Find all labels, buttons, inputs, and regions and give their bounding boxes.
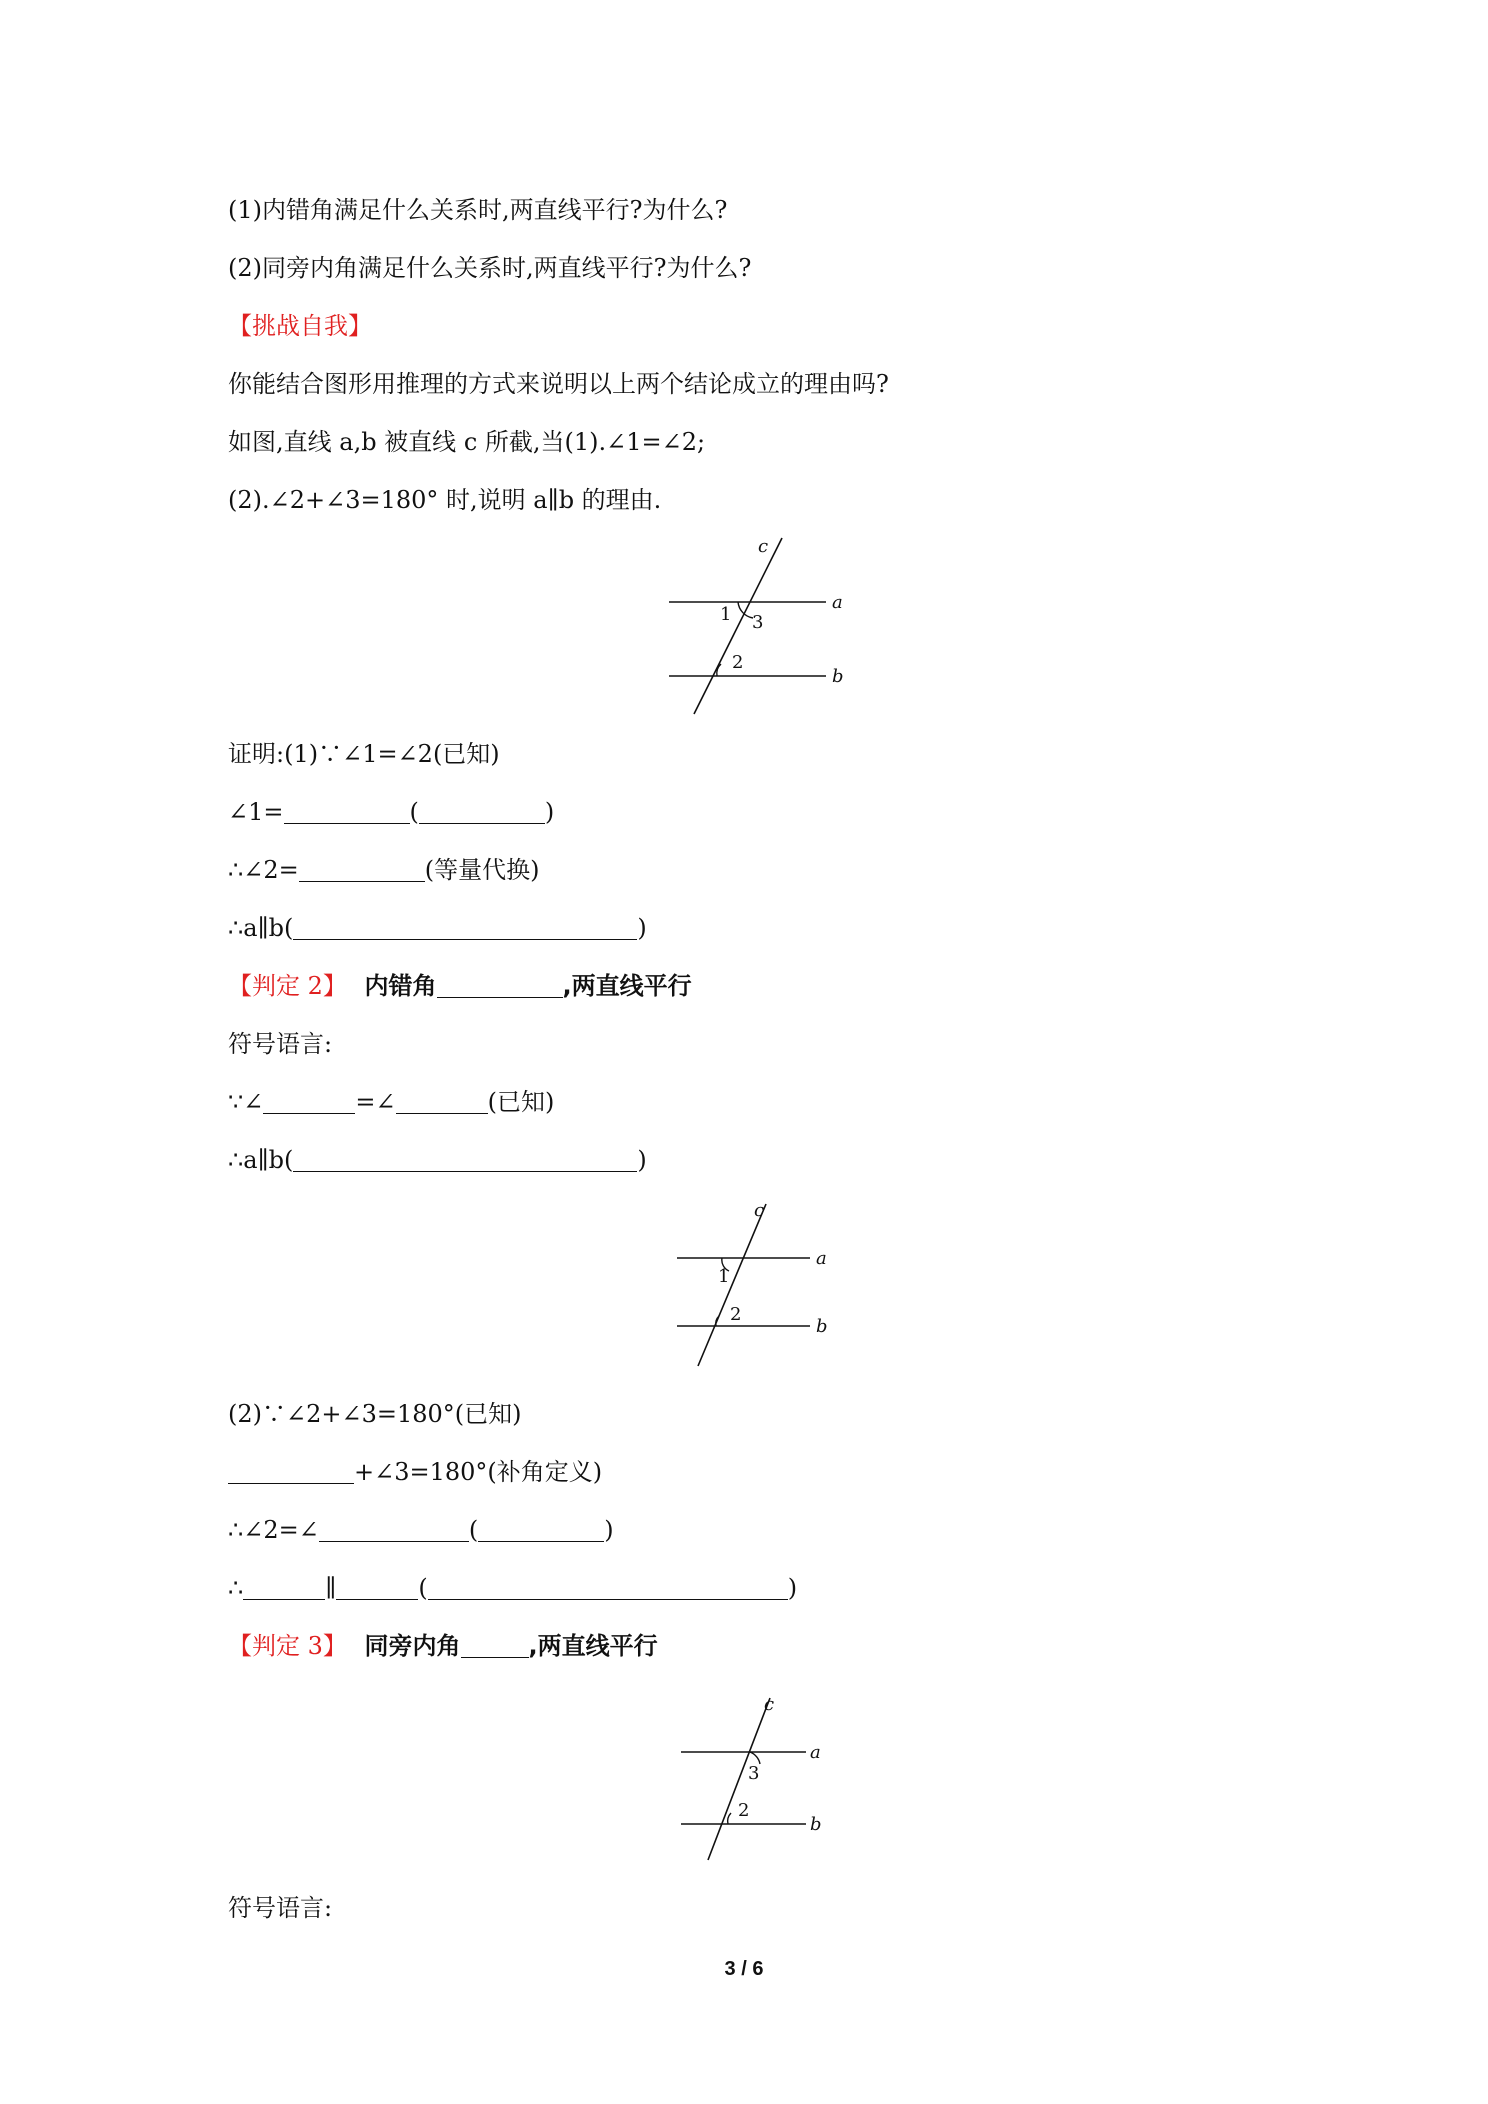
question-1: (1)内错角满足什么关系时,两直线平行?为什么?	[228, 196, 728, 224]
proof1-line1: 证明:(1)∵∠1=∠2(已知)	[228, 740, 500, 768]
figure-parallel-lines-1	[666, 534, 856, 719]
challenge-title: 【挑战自我】	[228, 312, 372, 340]
angle-label-2: 2	[730, 1304, 742, 1325]
answer-blank[interactable]	[336, 1575, 418, 1600]
rule3-symbol-title: 符号语言:	[228, 1894, 333, 1922]
rule2-heading	[228, 968, 692, 1004]
label-b: b	[810, 1814, 822, 1835]
rule3-tag: 【判定 3】	[228, 1632, 347, 1660]
proof2-line3: ∴∠2=∠ ( )	[228, 1516, 614, 1544]
proof2-line3-prefix: ∴∠2=∠	[228, 1516, 319, 1544]
rule3-text-b: ,两直线平行	[528, 1632, 658, 1660]
label-a: a	[832, 592, 843, 613]
reason-blank[interactable]	[293, 915, 637, 940]
angle-label-3: 3	[748, 1763, 760, 1784]
proof1-line3	[228, 852, 540, 888]
proof2-line2-suffix: +∠3=180°(补角定义)	[354, 1458, 603, 1486]
label-a: a	[816, 1248, 827, 1269]
proof1-line3-reason: (等量代换)	[424, 856, 540, 884]
rule2-tag: 【判定 2】	[228, 972, 347, 1000]
angle-label-3: 3	[752, 612, 764, 633]
label-b: b	[832, 666, 844, 687]
reason-blank[interactable]	[293, 1147, 637, 1172]
rule2-line1-mid: =∠	[355, 1088, 396, 1116]
angle-label-1: 1	[720, 604, 732, 625]
angle-label-1: 1	[718, 1266, 730, 1287]
answer-blank[interactable]	[461, 1633, 529, 1658]
rule2-line1-prefix: ∵∠	[228, 1088, 264, 1116]
page-number: 3 / 6	[724, 1958, 764, 1980]
reason-blank[interactable]	[428, 1575, 788, 1600]
angle-label-2: 2	[732, 652, 744, 673]
reason-blank[interactable]	[419, 799, 545, 824]
reason-blank[interactable]	[478, 1517, 604, 1542]
rule2-text-b: ,两直线平行	[562, 972, 692, 1000]
label-c: c	[754, 1200, 765, 1221]
proof1-line2-prefix: ∠1=	[228, 798, 284, 826]
proof1-line2: ∠1= ( )	[228, 798, 555, 826]
answer-blank[interactable]	[437, 973, 563, 998]
proof1-line4: ∴a∥b( )	[228, 914, 647, 942]
rule2-line1	[228, 1084, 554, 1120]
rule2-text-a: 内错角	[364, 972, 437, 1000]
rule2-line1-reason: (已知)	[487, 1088, 555, 1116]
angle-label-2: 2	[738, 1800, 750, 1821]
answer-blank[interactable]	[319, 1517, 469, 1542]
challenge-condition-2: (2).∠2+∠3=180° 时,说明 a∥b 的理由.	[228, 486, 662, 514]
answer-blank[interactable]	[228, 1459, 354, 1484]
label-c: c	[764, 1694, 775, 1715]
label-a: a	[810, 1742, 821, 1763]
answer-blank[interactable]	[396, 1089, 488, 1114]
challenge-condition-1: 如图,直线 a,b 被直线 c 所截,当(1).∠1=∠2;	[228, 428, 706, 456]
answer-blank[interactable]	[263, 1089, 355, 1114]
label-c: c	[758, 536, 769, 557]
answer-blank[interactable]	[243, 1575, 325, 1600]
proof1-line3-prefix: ∴∠2=	[228, 856, 299, 884]
rule3-text-a: 同旁内角	[364, 1632, 461, 1660]
proof1-line4-prefix: ∴a∥b(	[228, 914, 294, 942]
proof2-line4-mid: ∥	[325, 1574, 337, 1602]
proof2-line4-prefix: ∴	[228, 1574, 244, 1602]
question-2: (2)同旁内角满足什么关系时,两直线平行?为什么?	[228, 254, 752, 282]
proof2-line4: ∴ ∥ ( )	[228, 1574, 798, 1602]
rule2-symbol-title: 符号语言:	[228, 1030, 333, 1058]
rule2-line2: ∴a∥b( )	[228, 1146, 647, 1174]
proof2-line1: (2)∵∠2+∠3=180°(已知)	[228, 1400, 522, 1428]
label-b: b	[816, 1316, 828, 1337]
figure-parallel-lines-2	[674, 1196, 849, 1371]
challenge-intro: 你能结合图形用推理的方式来说明以上两个结论成立的理由吗?	[228, 370, 889, 398]
answer-blank[interactable]	[284, 799, 410, 824]
figure-parallel-lines-3	[678, 1694, 843, 1864]
rule2-line2-prefix: ∴a∥b(	[228, 1146, 294, 1174]
proof2-line2	[228, 1454, 602, 1490]
answer-blank[interactable]	[299, 857, 425, 882]
rule3-heading	[228, 1628, 658, 1664]
